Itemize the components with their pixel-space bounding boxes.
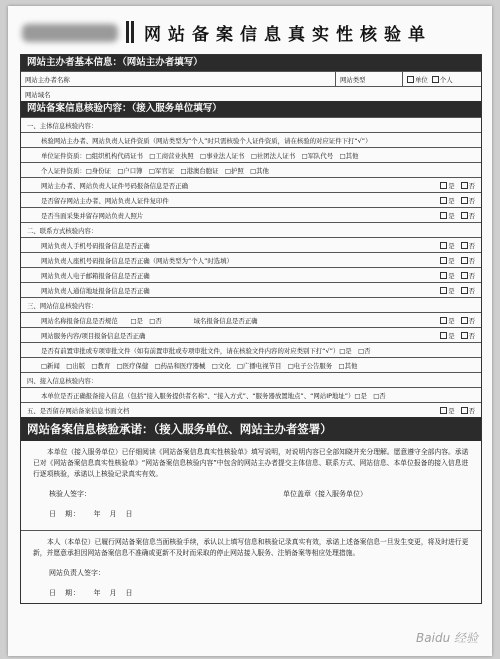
no-label: 否	[468, 181, 475, 190]
no-checkbox[interactable]	[461, 242, 468, 249]
owner-name-label: 网站主办者名称	[25, 75, 70, 84]
yes-label: 是	[448, 331, 455, 340]
yes-no-checkboxes	[440, 316, 481, 325]
yes-no-checkboxes	[440, 241, 481, 250]
yes-label: 是	[448, 196, 455, 205]
group-archive-row	[21, 402, 481, 417]
form-title: 网站备案信息真实性核验单	[144, 25, 432, 45]
list-item	[21, 282, 481, 297]
no-checkbox[interactable]	[461, 257, 468, 264]
yes-no-checkboxes	[440, 211, 481, 220]
verification-form	[20, 54, 482, 604]
yes-checkbox[interactable]	[440, 212, 447, 219]
yes-checkbox[interactable]	[440, 287, 447, 294]
group-site-heading: 三、网站信息核验内容：	[21, 297, 481, 312]
list-item	[21, 177, 481, 192]
section-verification-header: 网站备案信息核验内容：（接入服务单位填写）	[21, 101, 481, 117]
yes-checkbox[interactable]	[440, 182, 447, 189]
unit-seal-label: 单位盖章（接入服务单位）	[283, 490, 367, 498]
yes-checkbox[interactable]	[440, 242, 447, 249]
owner-sign-label: 网站负责人签字：	[49, 569, 105, 577]
list-item	[21, 207, 481, 222]
site-type-options	[402, 72, 481, 86]
list-item	[21, 387, 481, 402]
no-checkbox[interactable]	[461, 317, 468, 324]
no-label: 否	[468, 241, 475, 250]
section-commitment-header: 网站备案信息核验承诺：（接入服务单位、网站主办者签署）	[21, 417, 481, 441]
list-item	[21, 192, 481, 207]
yes-label: 是	[448, 211, 455, 220]
row-text: 五、是否留存网站备案信息书面文档	[27, 406, 130, 415]
section-owner-info-header: 网站主办者基本信息：（网站主办者填写）	[21, 55, 481, 71]
yes-no-checkboxes	[440, 331, 481, 340]
yes-checkbox[interactable]	[440, 407, 447, 414]
form-paper	[8, 6, 492, 656]
yes-no-checkboxes	[440, 181, 481, 190]
yes-checkbox[interactable]	[440, 332, 447, 339]
no-checkbox[interactable]	[461, 287, 468, 294]
yes-checkbox[interactable]	[440, 257, 447, 264]
no-label: 否	[468, 286, 475, 295]
row-text: □新闻 □出版 □教育 □医疗保健 □药品和医疗器械 □文化 □广播电视节目 □电子公告服务 □其他	[41, 361, 358, 370]
date-label-1: 日 期： 年 月 日	[49, 510, 134, 518]
row-text: 本单位是否正确报备接入信息（包括“接入服务提供者名称”、“接入方式”、“服务器放置地点”、“网站IP地址”）□是 □否	[41, 391, 386, 400]
row-text: 网站负责人座机号码报备信息是否正确（网站类型为“个人”时选填）	[41, 256, 233, 265]
yes-label: 是	[448, 271, 455, 280]
site-type-unit-label: 单位	[415, 75, 428, 84]
title-bars-decoration	[126, 21, 136, 43]
list-item	[21, 237, 481, 252]
row-text: 网站负责人通信地址报备信息是否正确	[41, 286, 150, 295]
title-row	[8, 16, 492, 46]
group-subject-heading: 一、主体信息核验内容：	[21, 117, 481, 132]
list-item	[21, 132, 481, 147]
commitment-paragraph-2: 本人（本单位）已履行网站备案信息当面核验手续，承认以上填写信息和核验记录真实有效，承诺上述备案信息一旦发生变更，将及时进行更新，并愿意承担因网站备案信息不准确或更新不及时而采取的停止网站接入服务、注销备案等相应处理措施。	[33, 538, 469, 557]
domain-label: 网站域名	[25, 90, 51, 99]
list-item	[21, 162, 481, 177]
row-text: 网站负责人电子邮箱报备信息是否正确	[41, 271, 150, 280]
no-checkbox[interactable]	[461, 272, 468, 279]
row-text: 是否有前置审批或专项审批文件（如有前置审批或专项审批文件，请在核验文件内容的对应类别下打“√”）□是 □否	[41, 346, 371, 355]
list-item	[21, 327, 481, 342]
yes-no-checkboxes	[440, 406, 481, 415]
list-item	[21, 342, 481, 357]
row-text: 网站名称报备信息是否规范 □是 □否 域名报备信息是否正确	[41, 316, 258, 325]
yes-label: 是	[448, 286, 455, 295]
list-item	[21, 312, 481, 327]
row-text: 个人证件资质：□身份证 □户口簿 □军官证 □港澳台胞证 □护照 □其他	[41, 166, 269, 175]
yes-label: 是	[448, 406, 455, 415]
row-text: 网站主办者、网站负责人证件号码报备信息是否正确	[41, 181, 188, 190]
yes-checkbox[interactable]	[440, 317, 447, 324]
no-label: 否	[468, 271, 475, 280]
yes-label: 是	[448, 181, 455, 190]
list-item	[21, 252, 481, 267]
yes-no-checkboxes	[440, 256, 481, 265]
no-label: 否	[468, 256, 475, 265]
no-checkbox[interactable]	[461, 212, 468, 219]
row-text: 核验网站主办者、网站负责人证件资质（网站类型为“个人”时只需核验个人证件资质，请在核验的对应证件下打“√”）	[41, 136, 372, 145]
group-access-heading: 四、接入信息核验内容：	[21, 372, 481, 387]
site-type-unit-checkbox[interactable]	[407, 76, 414, 83]
yes-label: 是	[448, 256, 455, 265]
checker-sign-label: 核验人签字：	[49, 490, 91, 498]
yes-checkbox[interactable]	[440, 197, 447, 204]
date-row-2	[21, 583, 481, 603]
group-contact-heading: 二、联系方式核验内容：	[21, 222, 481, 237]
list-item	[21, 267, 481, 282]
yes-label: 是	[448, 241, 455, 250]
no-label: 否	[468, 196, 475, 205]
list-item	[21, 147, 481, 162]
no-checkbox[interactable]	[461, 197, 468, 204]
no-label: 否	[468, 316, 475, 325]
commitment-paragraph-1: 本单位（接入服务单位）已仔细阅读《网站备案信息真实性核验单》填写说明，对说明内容已全部知晓并充分理解。愿意遵守全部内容。承诺已对《网站备案信息真实性核验单》“网站备案信息核验内容”中包含的网站主办者提交主体信息、联系方式、网站信息、本单位报备的接入信息进行逐项核验，承诺以上核验记录真实有效。	[33, 448, 469, 478]
no-checkbox[interactable]	[461, 332, 468, 339]
row-text: 是否留存网站主办者、网站负责人证件复印件	[41, 196, 169, 205]
date-row-1	[21, 504, 481, 524]
yes-label: 是	[448, 316, 455, 325]
list-item	[21, 357, 481, 372]
row-text: 网站负责人手机号码报备信息是否正确	[41, 241, 150, 250]
row-text: 单位证件资质：□组织机构代码证书 □工商营业执照 □事业法人证书 □社团法人证书 □军队代号 □其他	[41, 151, 359, 160]
owner-name-row	[21, 71, 481, 86]
site-type-person-label: 个人	[439, 75, 453, 84]
date-label-2: 日 期： 年 月 日	[49, 589, 134, 597]
site-type-label: 网站类型	[335, 72, 402, 86]
no-label: 否	[468, 211, 475, 220]
no-checkbox[interactable]	[461, 407, 468, 414]
no-label: 否	[468, 406, 475, 415]
redacted-logo	[22, 24, 118, 42]
no-checkbox[interactable]	[461, 182, 468, 189]
site-type-person-checkbox[interactable]	[432, 76, 439, 83]
row-text: 是否当面采集并留存网站负责人照片	[41, 211, 144, 220]
domain-row	[21, 86, 481, 101]
row-text: 网站服务内容/项目报备信息是否正确	[41, 331, 146, 340]
no-label: 否	[468, 331, 475, 340]
yes-no-checkboxes	[440, 196, 481, 205]
yes-no-checkboxes	[440, 286, 481, 295]
yes-no-checkboxes	[440, 271, 481, 280]
checker-sign-row	[21, 484, 481, 504]
watermark: Baidu 经验	[416, 631, 478, 645]
yes-checkbox[interactable]	[440, 272, 447, 279]
owner-sign-row	[21, 563, 481, 583]
